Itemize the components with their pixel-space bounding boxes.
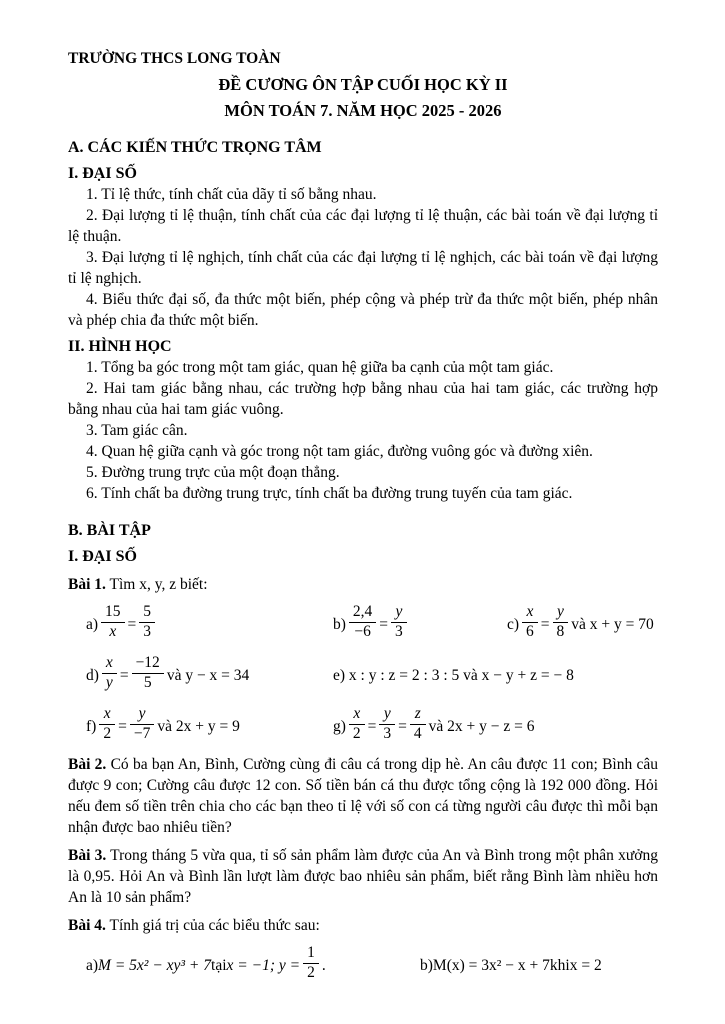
- exercise-4-expr-a: [68, 942, 420, 988]
- fraction: [349, 604, 376, 640]
- algebra-topic-2: 2. Đại lượng tỉ lệ thuận, tính chất của các đại lượng tỉ lệ thuận, các bài toán về đại lượng tỉ lệ thuận.: [68, 207, 658, 245]
- fraction-numerator: x: [103, 705, 111, 723]
- exercise-4-intro-text: Tính giá trị của các biểu thức sau:: [109, 917, 320, 934]
- fraction: [410, 706, 426, 742]
- exercise-2-text: Có ba bạn An, Bình, Cường cùng đi câu cá trong dịp hè. An câu được 11 con; Bình câu được 9 con; Cường câu được 12 con. Số tiền bán cá thu được tổng cộng là 192 000 đồng. Hỏi nếu đem số tiền trên chia cho các bạn theo tỉ lệ với số con cá từng người câu được thì mỗi bạn nhận được bao nhiêu tiền?: [68, 756, 658, 836]
- exercise-2-label: Bài 2.: [68, 756, 107, 773]
- fraction: [303, 945, 319, 981]
- exercise-4-expressions: [68, 942, 658, 988]
- math-text: M = 5x² − xy³ + 7: [98, 956, 212, 974]
- plain-text: =: [540, 615, 550, 633]
- exercise-4-expr-b: [420, 942, 658, 988]
- fraction-denominator: x: [101, 622, 125, 640]
- fraction-numerator: y: [138, 705, 146, 723]
- exercise-3-text: Trong tháng 5 vừa qua, tỉ số sản phẩm làm được của An và Bình trong một phân xưởng là 0,95. Hỏi An và Bình lần lượt làm được bao nhiêu sản phẩm, biết rằng Bình làm nhiều hơn An là 10 sản phẩm?: [68, 847, 658, 906]
- plain-text: a): [86, 615, 99, 633]
- exercise-2: [68, 754, 658, 838]
- document-subtitle: MÔN TOÁN 7. NĂM HỌC 2025 - 2026: [224, 101, 502, 120]
- fraction: [349, 706, 365, 742]
- exercise-1-expr-b: [333, 603, 507, 645]
- plain-text: khi: [549, 956, 570, 974]
- geometry-topic-3: 3. Tam giác cân.: [86, 422, 188, 439]
- exercise-1-intro-text: Tìm x, y, z biết:: [109, 576, 208, 593]
- fraction: [379, 706, 395, 742]
- algebra-topic-4: 4. Biểu thức đại số, đa thức một biến, phép cộng và phép trừ đa thức một biến, phép nhân và phép chia đa thức một biến.: [68, 291, 658, 329]
- fraction: [99, 706, 115, 742]
- plain-text: .: [321, 956, 326, 974]
- fraction: [522, 604, 538, 640]
- fraction-denominator: −6: [349, 622, 376, 640]
- plain-text: =: [118, 717, 127, 735]
- plain-text: f): [86, 717, 97, 735]
- geometry-topic-2: 2. Hai tam giác bằng nhau, các trường hợp bằng nhau của hai tam giác, các trường hợp bằng nhau của hai tam giác vuông.: [68, 380, 658, 418]
- fraction-numerator: y: [383, 705, 391, 723]
- fraction-denominator: 3: [139, 622, 155, 640]
- plain-text: tại: [211, 956, 227, 974]
- plain-text: x = 2: [569, 956, 602, 974]
- fraction-denominator: −7: [130, 724, 155, 742]
- algebra-topic-3: 3. Đại lượng tỉ lệ nghịch, tính chất của các đại lượng tỉ lệ nghịch, các bài toán về đại lượng tỉ lệ nghịch.: [68, 249, 658, 287]
- fraction-denominator: y: [102, 673, 117, 691]
- section-a-algebra-heading: I. ĐẠI SỐ: [68, 165, 137, 182]
- exercise-1-expressions: [68, 603, 658, 747]
- geometry-topic-1: 1. Tổng ba góc trong một tam giác, quan hệ giữa ba cạnh của một tam giác.: [86, 359, 554, 376]
- fraction: [132, 655, 164, 691]
- exercise-1-expr-e: [333, 654, 658, 696]
- geometry-topic-5: 5. Đường trung trực của một đoạn thẳng.: [86, 464, 340, 481]
- fraction-numerator: x: [353, 705, 361, 723]
- plain-text: d): [86, 666, 99, 684]
- fraction-numerator: 5: [143, 603, 152, 621]
- plain-text: =: [367, 717, 377, 735]
- fraction-denominator: 2: [99, 724, 115, 742]
- plain-text: b): [420, 956, 433, 974]
- fraction-numerator: 2,4: [352, 603, 373, 621]
- exercise-1-intro: [68, 574, 658, 595]
- plain-text: a): [86, 956, 99, 974]
- exercise-3: [68, 845, 658, 908]
- fraction-numerator: y: [395, 603, 403, 621]
- fraction-numerator: −12: [135, 654, 160, 672]
- fraction-numerator: z: [414, 705, 421, 723]
- exercise-4-label: Bài 4.: [68, 917, 106, 934]
- exercise-1-expr-f: [68, 705, 333, 747]
- section-b-algebra-heading: I. ĐẠI SỐ: [68, 548, 137, 565]
- fraction-denominator: 3: [379, 724, 395, 742]
- exercise-1-expr-d: [68, 654, 333, 696]
- fraction-denominator: 6: [522, 622, 538, 640]
- fraction-denominator: 2: [303, 963, 319, 981]
- plain-text: =: [127, 615, 137, 633]
- exercise-1-expr-a: [68, 603, 333, 645]
- fraction-denominator: 3: [391, 622, 407, 640]
- algebra-topic-1: 1. Tỉ lệ thức, tính chất của dãy tỉ số bằng nhau.: [86, 186, 377, 203]
- fraction: [391, 604, 407, 640]
- exercise-3-label: Bài 3.: [68, 847, 107, 864]
- plain-text: M(x) = 3x² − x + 7: [432, 956, 550, 974]
- plain-text: g): [333, 717, 346, 735]
- section-b-heading: B. BÀI TẬP: [68, 522, 151, 539]
- exercise-4-intro: [68, 915, 658, 936]
- fraction: [139, 604, 155, 640]
- fraction-denominator: 2: [349, 724, 365, 742]
- plain-text: e) x : y : z = 2 : 3 : 5 và x − y + z = − 8: [333, 666, 574, 684]
- exercise-1-expr-g: [333, 705, 658, 747]
- school-name: TRƯỜNG THCS LONG TOÀN: [68, 50, 281, 67]
- plain-text: b): [333, 615, 346, 633]
- fraction: [553, 604, 569, 640]
- fraction-denominator: 8: [553, 622, 569, 640]
- fraction: [102, 655, 117, 691]
- math-text: x = −1; y =: [226, 956, 301, 974]
- fraction-numerator: x: [105, 654, 113, 672]
- plain-text: =: [379, 615, 389, 633]
- plain-text: và y − x = 34: [166, 666, 250, 684]
- fraction: [101, 604, 125, 640]
- section-a-geometry-heading: II. HÌNH HỌC: [68, 338, 172, 355]
- plain-text: =: [398, 717, 407, 735]
- fraction-numerator: 1: [307, 944, 315, 962]
- plain-text: c): [507, 615, 520, 633]
- fraction-denominator: 5: [132, 673, 164, 691]
- fraction-numerator: 15: [105, 603, 121, 621]
- geometry-topic-4: 4. Quan hệ giữa cạnh và góc trong nột tam giác, đường vuông góc và đường xiên.: [86, 443, 593, 460]
- exercise-1-expr-c: [507, 603, 658, 645]
- fraction-denominator: 4: [410, 724, 426, 742]
- document-title: ĐỀ CƯƠNG ÔN TẬP CUỐI HỌC KỲ II: [218, 75, 508, 94]
- fraction-numerator: x: [526, 603, 534, 621]
- geometry-topic-6: 6. Tính chất ba đường trung trực, tính chất ba đường trung tuyến của tam giác.: [86, 485, 573, 502]
- plain-text: và 2x + y = 9: [157, 717, 240, 735]
- fraction: [130, 706, 155, 742]
- fraction-numerator: y: [556, 603, 564, 621]
- exercise-1-label: Bài 1.: [68, 576, 106, 593]
- section-a-heading: A. CÁC KIẾN THỨC TRỌNG TÂM: [68, 139, 322, 156]
- plain-text: và x + y = 70: [571, 615, 654, 633]
- plain-text: và 2x + y − z = 6: [428, 717, 535, 735]
- plain-text: =: [119, 666, 129, 684]
